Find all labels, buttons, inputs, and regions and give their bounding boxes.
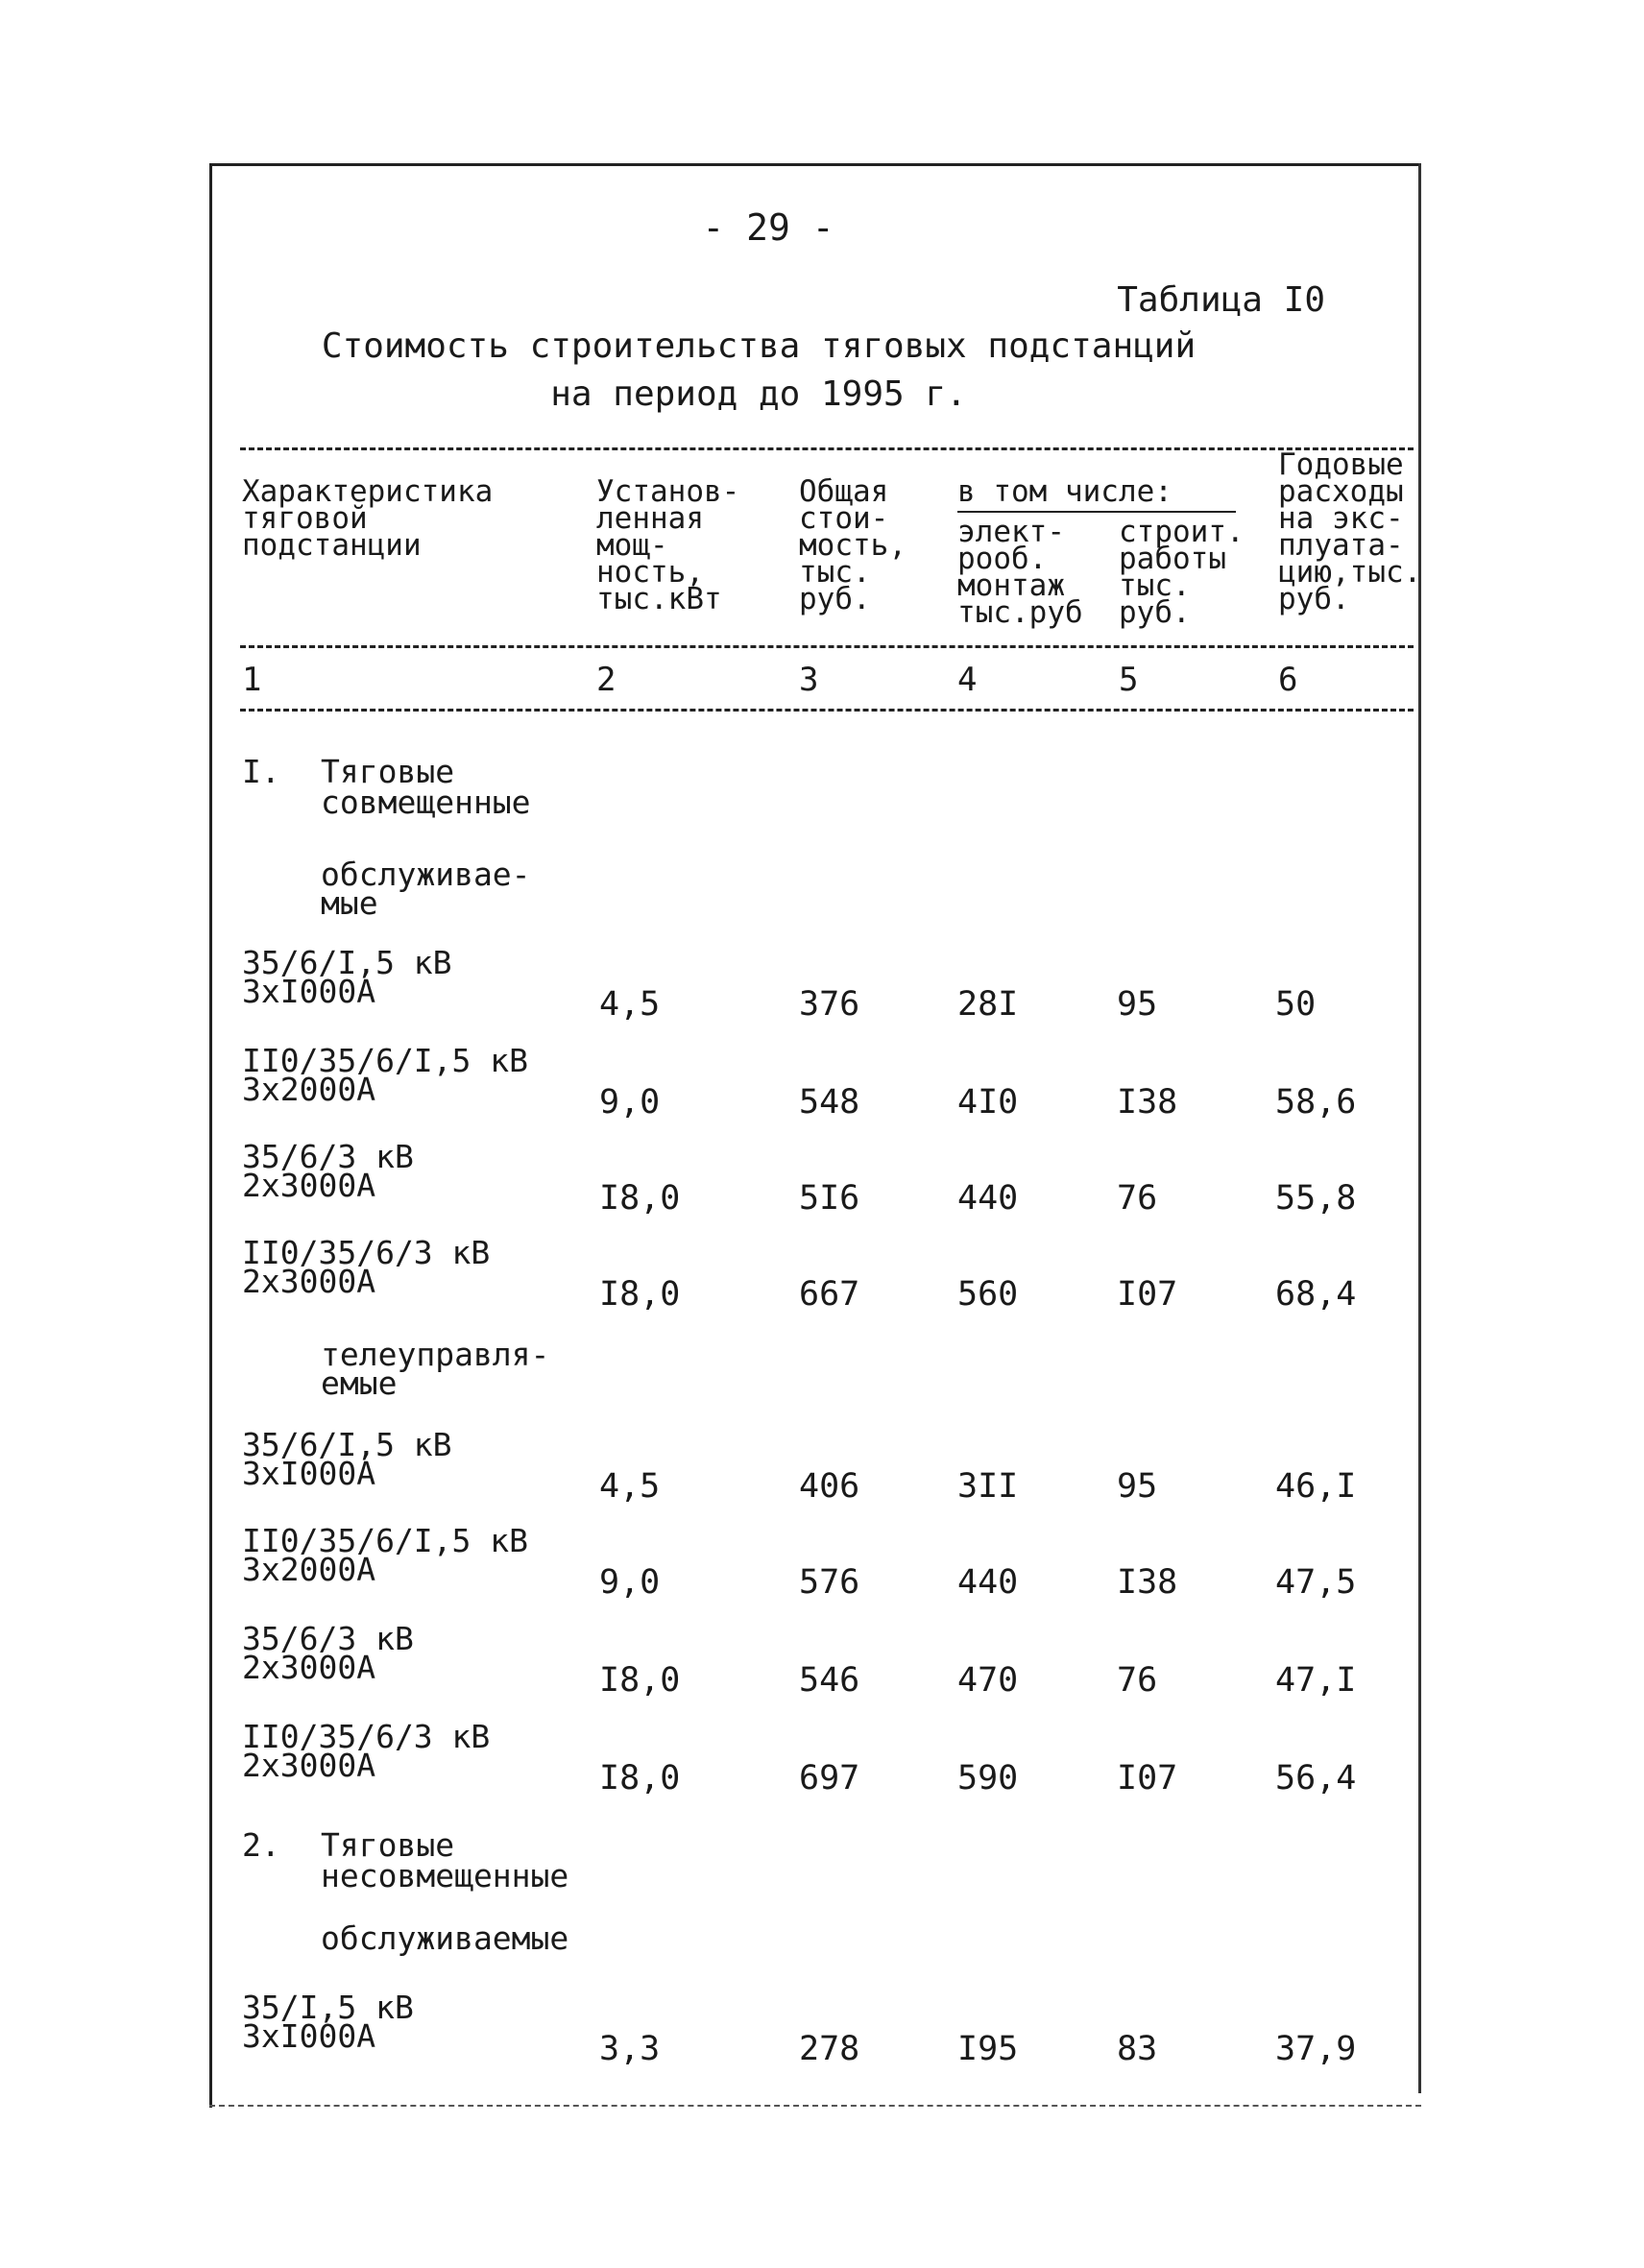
row-power: I8,0 <box>599 1759 681 1798</box>
table-row <box>0 1522 1644 1613</box>
table-row <box>0 1042 1644 1133</box>
section-1-number: I. <box>242 753 280 790</box>
frame-top-border <box>209 163 1421 166</box>
subsection-serviced <box>321 856 531 922</box>
row-build: 83 <box>1117 2030 1158 2068</box>
frame-bottom-border <box>209 2105 1421 2107</box>
column-number: 6 <box>1278 661 1298 699</box>
table-row <box>0 1718 1644 1809</box>
row-electro: 440 <box>957 1563 1019 1602</box>
table-row <box>0 1234 1644 1325</box>
row-build: I38 <box>1117 1083 1178 1122</box>
table-title <box>278 323 1239 419</box>
section-1-line-2: совмещенные <box>321 784 531 821</box>
row-power: 4,5 <box>599 1467 661 1506</box>
section-2-number: 2. <box>242 1826 280 1864</box>
column-number: 5 <box>1119 661 1139 699</box>
row-characteristic: II0/35/6/3 кВ 2x3000A <box>242 1718 491 1784</box>
table-row <box>0 1426 1644 1517</box>
row-electro: 3II <box>957 1467 1019 1506</box>
column-number: 2 <box>596 661 616 699</box>
row-annual: 46,I <box>1275 1467 1357 1506</box>
row-build: 95 <box>1117 985 1158 1024</box>
row-power: I8,0 <box>599 1179 681 1218</box>
row-total: 278 <box>799 2030 860 2068</box>
row-annual: 50 <box>1275 985 1317 1024</box>
row-power: I8,0 <box>599 1275 681 1314</box>
row-total: 667 <box>799 1275 860 1314</box>
row-electro: 28I <box>957 985 1019 1024</box>
subsection-remote-controlled <box>321 1336 550 1402</box>
row-annual: 56,4 <box>1275 1759 1357 1798</box>
title-line-2: на период до 1995 г. <box>550 374 967 414</box>
title-line-1: Стоимость строительства тяговых подстанций <box>321 326 1197 366</box>
row-electro: I95 <box>957 2030 1019 2068</box>
table-label: Таблица I0 <box>1117 280 1325 320</box>
row-power: 9,0 <box>599 1563 661 1602</box>
header-including-group: в том числе: <box>957 474 1173 509</box>
row-build: I07 <box>1117 1759 1178 1798</box>
row-build: I38 <box>1117 1563 1178 1602</box>
row-characteristic: II0/35/6/I,5 кВ 3x2000A <box>242 1522 529 1588</box>
row-power: I8,0 <box>599 1661 681 1700</box>
row-characteristic: 35/6/I,5 кВ 3xI000A <box>242 944 452 1010</box>
row-total: 697 <box>799 1759 860 1798</box>
row-characteristic: 35/6/I,5 кВ 3xI000A <box>242 1426 452 1492</box>
row-annual: 68,4 <box>1275 1275 1357 1314</box>
subsection-remote-line-1: телеуправля- <box>321 1336 550 1373</box>
header-group-underline <box>957 511 1236 513</box>
row-electro: 470 <box>957 1661 1019 1700</box>
section-2-line-2: несовмещенные <box>321 1857 569 1894</box>
column-numbers-rule <box>240 709 1414 712</box>
page-number: - 29 - <box>702 206 834 249</box>
header-annual-expenses: Годовые расходы на экс- плуата- цию,тыс. руб. <box>1278 447 1422 616</box>
row-characteristic: 35/I,5 кВ 3xI000A <box>242 1989 414 2055</box>
subsection-serviced-line-2: мые <box>321 884 378 922</box>
subsection-serviced-line-1: обслуживае- <box>321 856 531 893</box>
header-construction: строит. работы тыс. руб. <box>1119 515 1245 630</box>
row-build: I07 <box>1117 1275 1178 1314</box>
header-characteristic: Характеристика тяговой подстанции <box>242 474 494 563</box>
row-build: 76 <box>1117 1179 1158 1218</box>
section-1-line-1: Тяговые <box>321 753 455 790</box>
table-row <box>0 944 1644 1035</box>
row-electro: 440 <box>957 1179 1019 1218</box>
header-total-cost: Общая стои- мость, тыс. руб. <box>799 474 907 616</box>
subsection-serviced-2: обслуживаемые <box>321 1919 569 1957</box>
row-power: 9,0 <box>599 1083 661 1122</box>
section-2-title <box>321 1826 569 1894</box>
row-electro: 4I0 <box>957 1083 1019 1122</box>
row-total: 576 <box>799 1563 860 1602</box>
row-annual: 47,5 <box>1275 1563 1357 1602</box>
row-annual: 47,I <box>1275 1661 1357 1700</box>
header-bottom-rule <box>240 645 1414 648</box>
row-annual: 55,8 <box>1275 1179 1357 1218</box>
row-characteristic: 35/6/3 кВ 2x3000A <box>242 1138 414 1204</box>
row-total: 5I6 <box>799 1179 860 1218</box>
frame-left-border <box>209 163 212 2108</box>
row-total: 376 <box>799 985 860 1024</box>
section-1-title <box>321 753 531 821</box>
column-number: 3 <box>799 661 819 699</box>
header-electro-install: элект- рооб. монтаж тыс.руб <box>957 515 1083 630</box>
header-top-rule <box>240 447 1414 450</box>
section-2-line-1: Тяговые <box>321 1826 455 1864</box>
row-power: 3,3 <box>599 2030 661 2068</box>
row-total: 548 <box>799 1083 860 1122</box>
row-electro: 590 <box>957 1759 1019 1798</box>
table-row <box>0 1989 1644 2080</box>
table-row <box>0 1620 1644 1711</box>
row-characteristic: 35/6/3 кВ 2x3000A <box>242 1620 414 1686</box>
subsection-remote-line-2: емые <box>321 1364 398 1402</box>
table-row <box>0 1138 1644 1229</box>
row-electro: 560 <box>957 1275 1019 1314</box>
row-total: 406 <box>799 1467 860 1506</box>
column-number: 1 <box>242 661 262 699</box>
row-characteristic: II0/35/6/3 кВ 2x3000A <box>242 1234 491 1300</box>
row-build: 95 <box>1117 1467 1158 1506</box>
row-total: 546 <box>799 1661 860 1700</box>
row-characteristic: II0/35/6/I,5 кВ 3x2000A <box>242 1042 529 1108</box>
row-power: 4,5 <box>599 985 661 1024</box>
header-power: Установ- ленная мощ- ность, тыс.кВт <box>596 474 740 616</box>
row-annual: 58,6 <box>1275 1083 1357 1122</box>
row-annual: 37,9 <box>1275 2030 1357 2068</box>
row-build: 76 <box>1117 1661 1158 1700</box>
column-number: 4 <box>957 661 978 699</box>
